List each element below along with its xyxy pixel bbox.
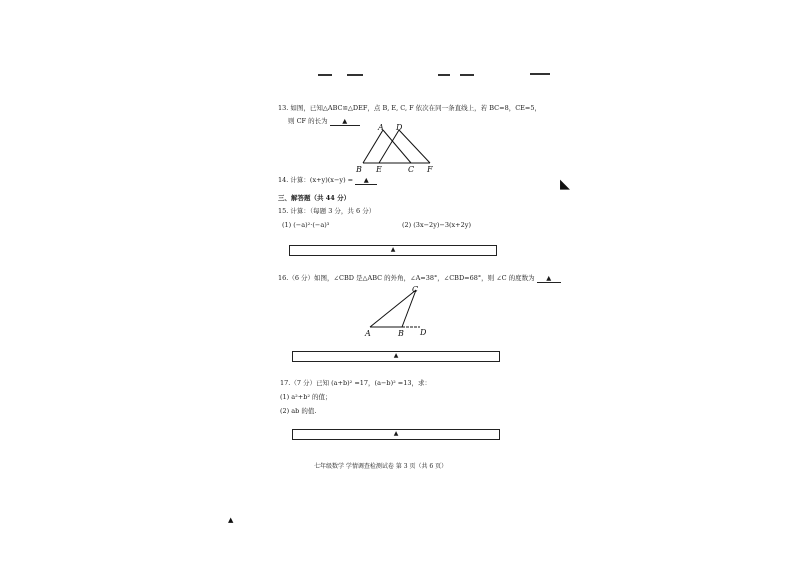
q17-part1: (1) a²+b² 的值； — [280, 393, 332, 401]
q13-label-a: A — [378, 124, 384, 132]
q17-answer-box[interactable] — [292, 429, 500, 440]
q16-triangle-figure — [362, 284, 442, 340]
q14-answer-blank[interactable] — [355, 176, 377, 185]
q13-triangle-figure — [353, 124, 453, 176]
q16-answer-box[interactable] — [292, 351, 500, 362]
q17-answer-mark: ▲ — [393, 430, 399, 437]
q15-title: 15. 计算：（每题 3 分，共 6 分） — [278, 207, 376, 215]
q13-label-f: F — [427, 165, 433, 174]
right-scan-mark: ◣ — [560, 177, 570, 192]
header-dash-3 — [438, 74, 450, 76]
q13-line2-prefix: 则 CF 的长为 — [288, 117, 328, 125]
q16-answer-mark: ▲ — [546, 274, 552, 282]
q16-text: 16.（6 分）如图，∠CBD 是△ABC 的外角，∠A=38°，∠CBD=68°，则 ∠C 的度数为 — [278, 274, 535, 282]
q14-answer-mark: ▲ — [363, 176, 369, 184]
q15-answer-box[interactable] — [289, 245, 497, 256]
q16-answer-mark-box: ▲ — [393, 352, 399, 359]
q16-line — [278, 274, 561, 283]
q16-answer-blank[interactable] — [537, 274, 561, 283]
q13-line-df — [399, 130, 430, 163]
q15-part2: (2) (3x−2y)−3(x+2y) — [402, 221, 471, 229]
page-footer: 七年级数学 学情调查检测试卷 第 3 页（共 6 页） — [314, 463, 448, 470]
q16-label-d: D — [420, 328, 427, 337]
q15-part1: (1) (−a)²·(−a)³ — [282, 221, 330, 229]
header-dash-2 — [347, 74, 363, 76]
q13-line2 — [288, 117, 360, 126]
q13-label-d: D — [396, 124, 403, 132]
q13-line-ac — [383, 130, 411, 163]
header-dash-4 — [460, 74, 474, 76]
q15-answer-mark: ▲ — [390, 246, 396, 253]
q13-label-e: E — [376, 165, 382, 174]
q13-answer-mark: ▲ — [342, 117, 348, 125]
q17-part2: (2) ab 的值. — [280, 407, 317, 415]
q16-label-a: A — [365, 329, 371, 338]
q16-label-c: C — [412, 285, 419, 294]
section-3-title: 三、解答题（共 44 分） — [278, 194, 351, 202]
q16-label-b: B — [398, 329, 404, 338]
q13-line1: 13. 如图，已知△ABC≌△DEF，点 B, E, C, F 依次在同一条直线上，若 BC=8，CE=5， — [278, 104, 541, 112]
q13-line-ed — [379, 130, 399, 163]
q13-label-c: C — [408, 165, 415, 174]
q14-line — [278, 176, 377, 185]
header-dash-5 — [530, 73, 550, 75]
bottom-left-scan-mark: ▲ — [228, 516, 234, 524]
q13-label-b: B — [356, 165, 362, 174]
q14-text: 14. 计算：(x+y)(x−y) = — [278, 176, 354, 184]
q17-text: 17.（7 分）已知 (a+b)² =17，(a−b)² =13，求： — [280, 379, 431, 387]
q13-line-ba — [363, 130, 383, 163]
header-dash-1 — [318, 74, 332, 76]
